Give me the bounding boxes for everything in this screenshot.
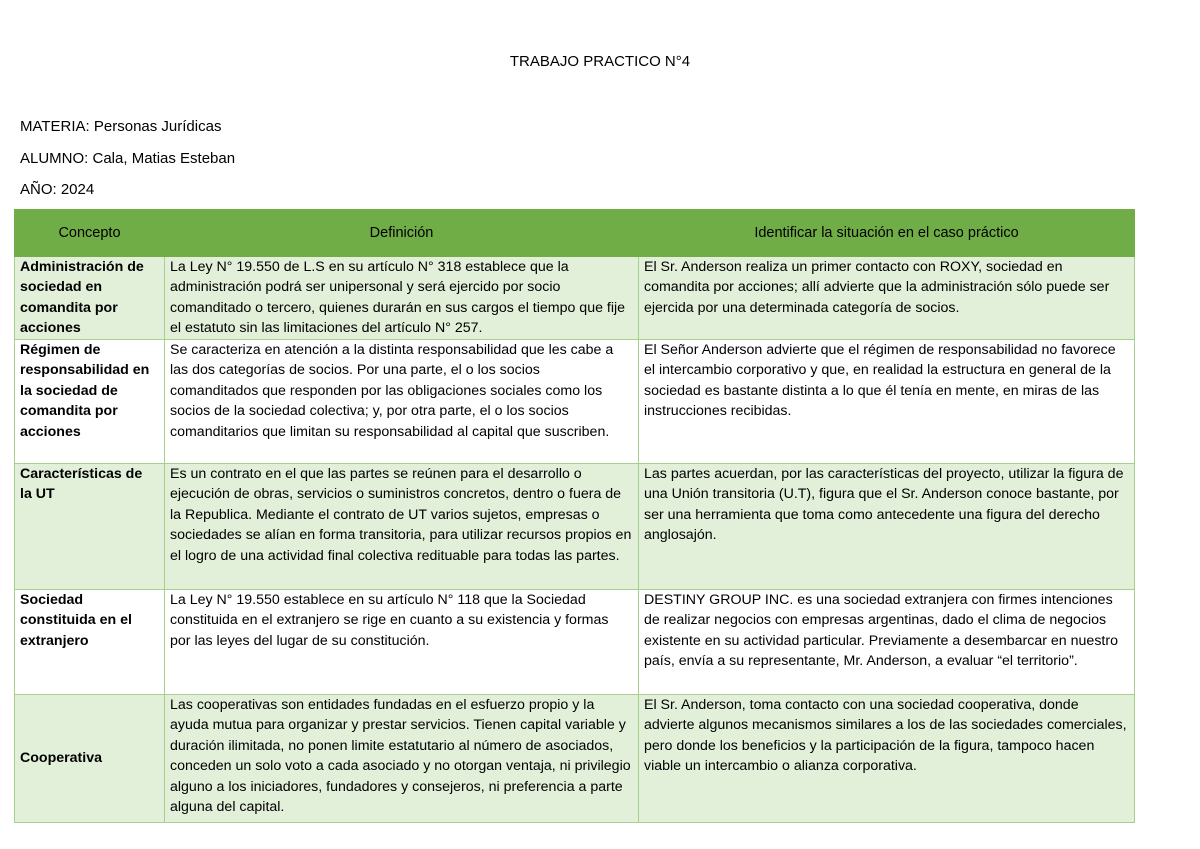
table-row — [15, 464, 1135, 590]
definicion-cell: La Ley N° 19.550 de L.S en su artículo N° 318 establece que la administración podrá ser unipersonal y será ejercido por socio comanditado o tercero, quienes durarán en sus cargos el tiempo que fije el estatuto sin las limitaciones del artículo N° 257. — [165, 257, 639, 340]
alumno-line: ALUMNO: Cala, Matias Esteban — [20, 150, 236, 167]
table-row — [15, 590, 1135, 695]
caso-cell: Las partes acuerdan, por las características del proyecto, utilizar la figura de una Unión transitoria (U.T), figura que el Sr. Anderson conoce bastante, por ser una herramienta que toma como antecedente una figura del derecho anglosajón. — [639, 464, 1135, 590]
definicion-cell: Las cooperativas son entidades fundadas en el esfuerzo propio y la ayuda mutua para organizar y prestar servicios. Tienen capital variable y duración ilimitada, no ponen limite estatutario al número de asociados, conceden un solo voto a cada asociado y no otorgan ventaja, ni privilegio alguno a los iniciadores, fundadores y consejeros, ni preferencia a parte alguna del capital. — [165, 695, 639, 823]
header-definicion: Definición — [165, 210, 639, 257]
table-row — [15, 257, 1135, 340]
document-title: TRABAJO PRACTICO N°4 — [509, 53, 691, 70]
caso-cell: El Señor Anderson advierte que el régimen de responsabilidad no favorece el intercambio corporativo y que, en realidad la estructura en general de la sociedad es bastante distinta a lo que él tenía en mente, en miras de las instrucciones recibidas. — [639, 340, 1135, 464]
anio-line: AÑO: 2024 — [20, 181, 95, 198]
concepto-cell: Sociedad constituida en el extranjero — [15, 590, 165, 695]
concepto-cell: Régimen de responsabilidad en la sociedad de comandita por acciones — [15, 340, 165, 464]
caso-cell: El Sr. Anderson, toma contacto con una sociedad cooperativa, donde advierte algunos mecanismos similares a los de las sociedades comerciales, pero donde los beneficios y la participación de la figura, tampoco hacen viable un intercambio o alianza corporativa. — [639, 695, 1135, 823]
header-concepto: Concepto — [15, 210, 165, 257]
concepto-cell: Características de la UT — [15, 464, 165, 590]
definicion-cell: La Ley N° 19.550 establece en su artículo N° 118 que la Sociedad constituida en el extranjero se rige en cuanto a su existencia y formas por las leyes del lugar de su constitución. — [165, 590, 639, 695]
caso-cell: DESTINY GROUP INC. es una sociedad extranjera con firmes intenciones de realizar negocios con empresas argentinas, dado el clima de negocios existente en su actividad particular. Previamente a desembarcar en nuestro país, envía a su representante, Mr. Anderson, a evaluar “el territorio”. — [639, 590, 1135, 695]
header-caso-practico: Identificar la situación en el caso práctico — [639, 210, 1135, 257]
definicion-cell: Es un contrato en el que las partes se reúnen para el desarrollo o ejecución de obras, servicios o suministros concretos, dentro o fuera de la Republica. Mediante el contrato de UT varios sujetos, empresas o sociedades se alían en forma transitoria, para utilizar recursos propios en el logro de una actividad final colectiva redituable para todas las partes. — [165, 464, 639, 590]
table-header-row — [15, 210, 1135, 257]
table-row — [15, 340, 1135, 464]
concepto-cell: Administración de sociedad en comandita por acciones — [15, 257, 165, 340]
concepts-table — [14, 209, 1135, 823]
concepto-cell: Cooperativa — [15, 695, 165, 823]
materia-line: MATERIA: Personas Jurídicas — [20, 118, 222, 135]
definicion-cell: Se caracteriza en atención a la distinta responsabilidad que les cabe a las dos categorías de socios. Por una parte, el o los socios comanditados que responden por las obligaciones sociales como los socios de la sociedad colectiva; y, por otra parte, el o los socios comanditarios que limitan su responsabilidad al capital que suscriben. — [165, 340, 639, 464]
caso-cell: El Sr. Anderson realiza un primer contacto con ROXY, sociedad en comandita por acciones; allí advierte que la administración sólo puede ser ejercida por una determinada categoría de socios. — [639, 257, 1135, 340]
table-row — [15, 695, 1135, 823]
